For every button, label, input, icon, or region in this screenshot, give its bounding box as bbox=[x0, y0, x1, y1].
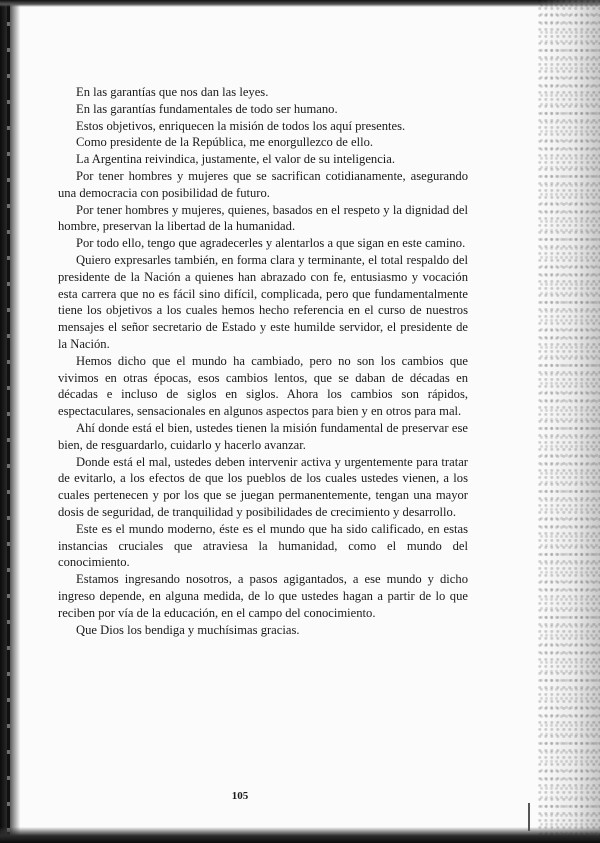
paragraph: Por tener hombres y mujeres que se sacrifican cotidianamente, asegurando una democracia con posibilidad de futuro. bbox=[58, 168, 468, 200]
page-number: 105 bbox=[231, 790, 249, 802]
scan-binding-stitch bbox=[7, 0, 10, 843]
paragraph: Quiero expresarles también, en forma clara y terminante, el total respaldo del presidente de la Nación a quienes han abrazado con fe, entusiasmo y vocación esta carrera que no es fácil sino difícil, complicada, pero que fundamentalmente tiene los objetivos a los cuales hemos hecho referencia en el curso de nuestros mensajes el señor secretario de Estado y este humilde servidor, el presidente de la Nación. bbox=[58, 252, 468, 351]
scan-mark bbox=[528, 803, 530, 831]
paragraph: En las garantías que nos dan las leyes. bbox=[76, 85, 269, 99]
paragraph: Que Dios los bendiga y muchísimas gracias. bbox=[76, 622, 300, 637]
paragraph: Estamos ingresando nosotros, a pasos agigantados, a ese mundo y dicho ingreso depende, en alguna medida, de lo que ustedes hagan a partir de lo que reciben por vía de la educación, en el campo del conocimiento. bbox=[58, 572, 468, 620]
paragraph: En las garantías fundamentales de todo ser humano. bbox=[76, 101, 338, 116]
scan-binding-edge bbox=[0, 0, 20, 843]
paragraph: Este es el mundo moderno, éste es el mundo que ha sido calificado, en estas instancias cruciales que atraviesa la humanidad, como el mundo del conocimiento. bbox=[58, 521, 468, 570]
paragraph: Por todo ello, tengo que agradecerles y alentarlos a que sigan en este camino. bbox=[76, 236, 466, 251]
paragraph: Como presidente de la República, me enorgullezco de ello. bbox=[76, 135, 374, 150]
scan-right-shadow bbox=[538, 0, 600, 843]
paragraph: La Argentina reivindica, justamente, el valor de su inteligencia. bbox=[76, 152, 396, 167]
paragraph: Hemos dicho que el mundo ha cambiado, pero no son los cambios que vivimos en otras épocas, esos cambios lentos, que se daban de décadas en décadas e incluso de siglos en siglos. Ahora los cambios son rápidos, espectaculares, sensacionales en algunos aspectos para bien y en otros para mal. bbox=[58, 353, 468, 419]
paragraph: Ahí donde está el bien, ustedes tienen la misión fundamental de preservar ese bien, de resguardarlo, cuidarlo y hacerlo avanzar. bbox=[58, 420, 468, 452]
scan-top-edge bbox=[0, 0, 600, 7]
scan-bottom-edge bbox=[0, 827, 600, 843]
paragraph: Estos objetivos, enriquecen la misión de todos los aquí presentes. bbox=[76, 118, 406, 133]
paragraph: Donde está el mal, ustedes deben intervenir activa y urgentemente para tratar de evitarlo, a los efectos de que los pueblos de los cuales ustedes vienen, a los cuales pertenecen y por los que se juegan permanentemente, tengan una mayor dosis de seguridad, de tranquilidad y posibilidades de crecimiento y desarrollo. bbox=[58, 454, 468, 519]
body-text bbox=[58, 84, 468, 638]
paragraph: Por tener hombres y mujeres, quienes, basados en el respeto y la dignidad del hombre, preservan la libertad de la humanidad. bbox=[58, 202, 468, 234]
